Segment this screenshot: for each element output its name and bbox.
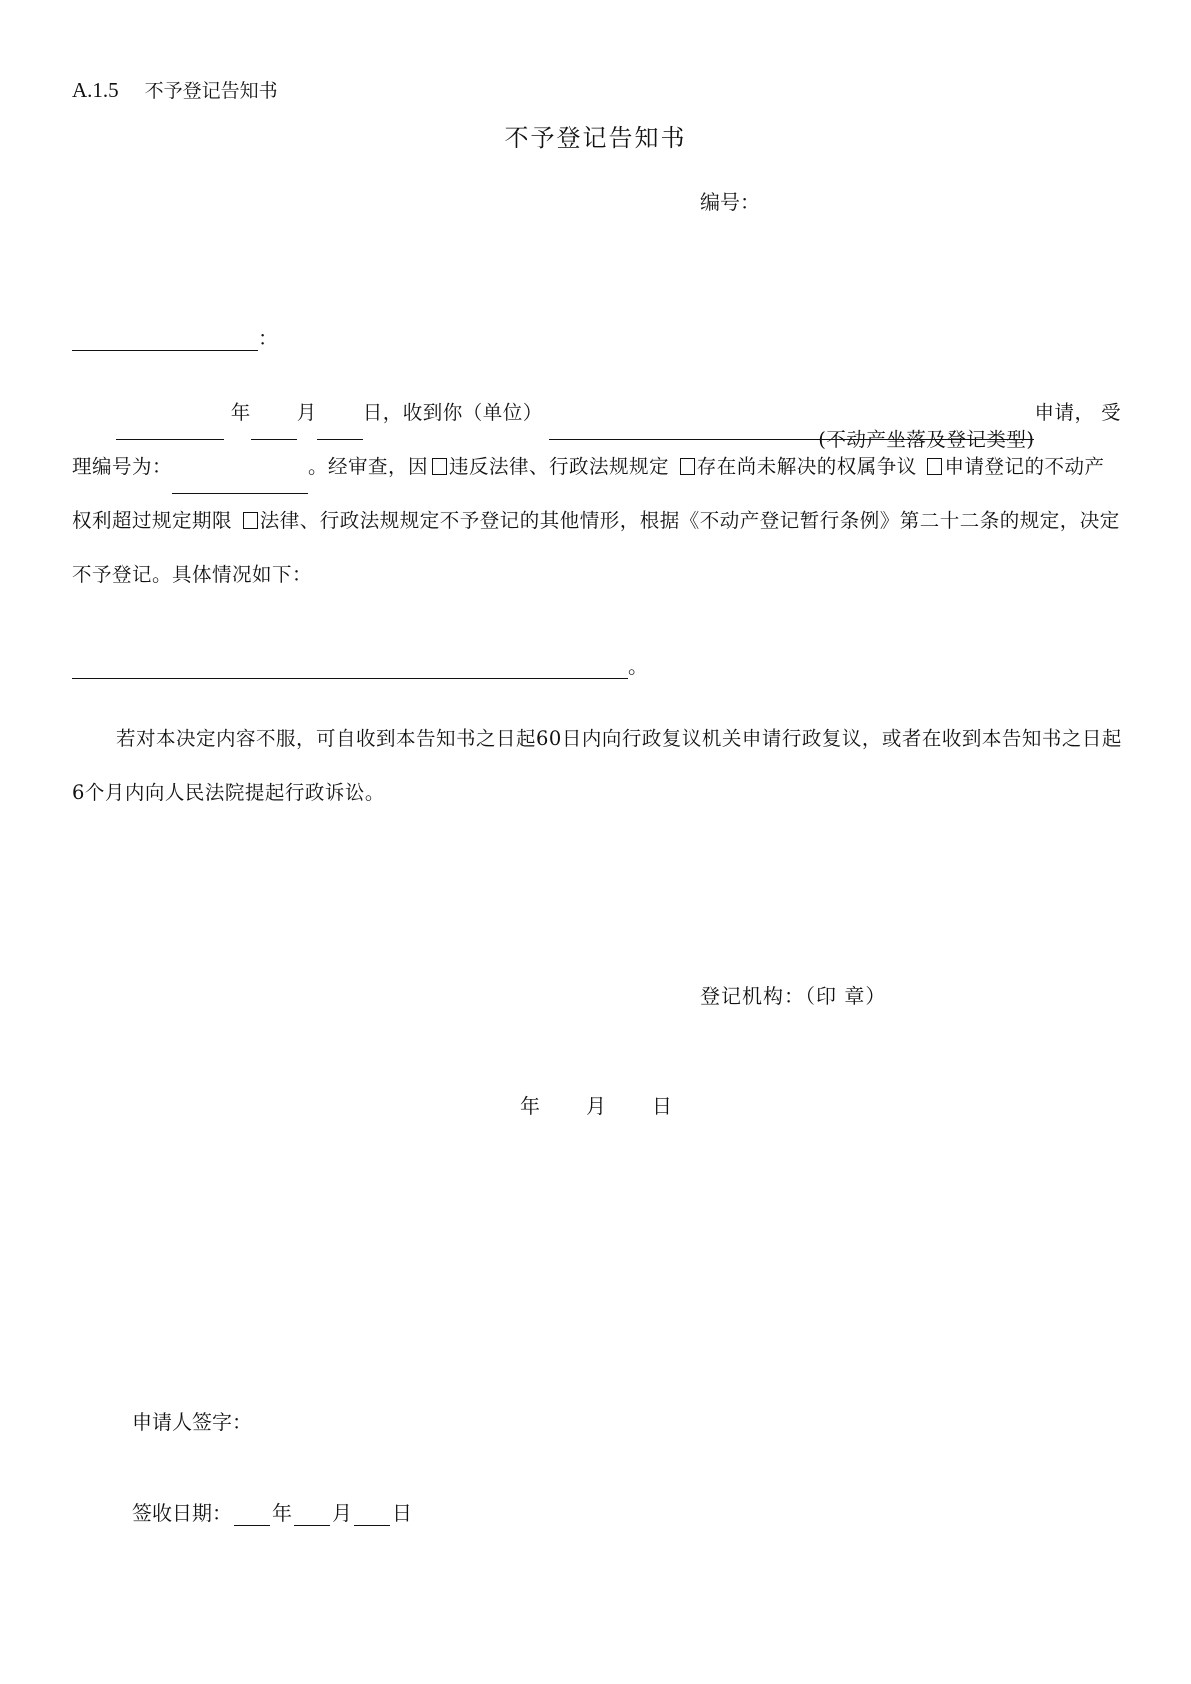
property-location-hint: (不动产坐落及登记类型) <box>818 428 1035 451</box>
receipt-year-label: 年 <box>272 1501 292 1525</box>
checkbox-violation[interactable] <box>432 458 447 475</box>
receipt-day-label: 日 <box>392 1501 412 1525</box>
section-title: 不予登记告知书 <box>144 80 278 102</box>
day-received-text: 日，收到你（单位） <box>362 401 543 424</box>
option-expired-label: 申请登记的不动产权利超过规定期限 <box>72 455 1105 532</box>
receipt-month-label: 月 <box>332 1501 352 1525</box>
month-label: 月 <box>296 401 317 424</box>
section-heading <box>72 76 278 103</box>
issue-month-label: 月 <box>586 1094 606 1118</box>
receipt-date-label: 签收日期： <box>132 1501 232 1525</box>
receipt-year-blank[interactable] <box>234 1503 270 1526</box>
addressee-colon: ： <box>258 326 278 350</box>
accept-number-blank[interactable] <box>172 471 308 494</box>
apply-text: 申请， <box>1034 401 1095 424</box>
checkbox-expired[interactable] <box>927 458 942 475</box>
option-violation-label: 违反法律、行政法规规定 <box>449 455 670 478</box>
appeal-paragraph: 若对本决定内容不服，可自收到本告知书之日起60日内向行政复议机关申请行政复议，或者在收到本告知书之日起6个月内向人民法院提起行政诉讼。 <box>72 727 1122 804</box>
registration-authority-stamp: 登记机构：（印 章） <box>700 984 887 1008</box>
details-blank[interactable] <box>72 654 628 679</box>
document-number-label: 编号： <box>700 190 760 214</box>
notice-paragraph <box>72 386 1122 602</box>
document-title: 不予登记告知书 <box>504 124 687 152</box>
applicant-signature-label: 申请人签字： <box>132 1410 252 1434</box>
details-period: 。 <box>628 654 648 678</box>
property-location-blank[interactable] <box>549 413 1035 451</box>
issue-year-label: 年 <box>520 1094 540 1118</box>
day-blank[interactable] <box>317 417 363 440</box>
option-dispute-label: 存在尚未解决的权属争议 <box>696 455 917 478</box>
addressee-blank[interactable] <box>72 328 258 351</box>
receipt-day-blank[interactable] <box>354 1503 390 1526</box>
checkbox-dispute[interactable] <box>680 458 695 475</box>
receipt-date <box>132 1497 412 1526</box>
year-label: 年 <box>230 401 251 424</box>
accept-number-label: 受理编号为： <box>72 401 1122 478</box>
section-code: A.1.5 <box>72 78 119 102</box>
receipt-month-blank[interactable] <box>294 1503 330 1526</box>
year-blank[interactable] <box>116 417 224 440</box>
issue-day-label: 日 <box>652 1094 672 1118</box>
option-other-label: 法律、行政法规规定不予登记的其他情形，根据《不动产登记暂行条例》第二十二条的规定，决定不予登记。具体情况如下： <box>72 509 1120 586</box>
month-blank[interactable] <box>251 417 297 440</box>
details-line <box>72 650 648 679</box>
addressee-line <box>72 322 278 351</box>
issue-date <box>520 1090 718 1119</box>
checkbox-other[interactable] <box>243 512 258 529</box>
review-text: 。经审查，因 <box>308 455 429 478</box>
